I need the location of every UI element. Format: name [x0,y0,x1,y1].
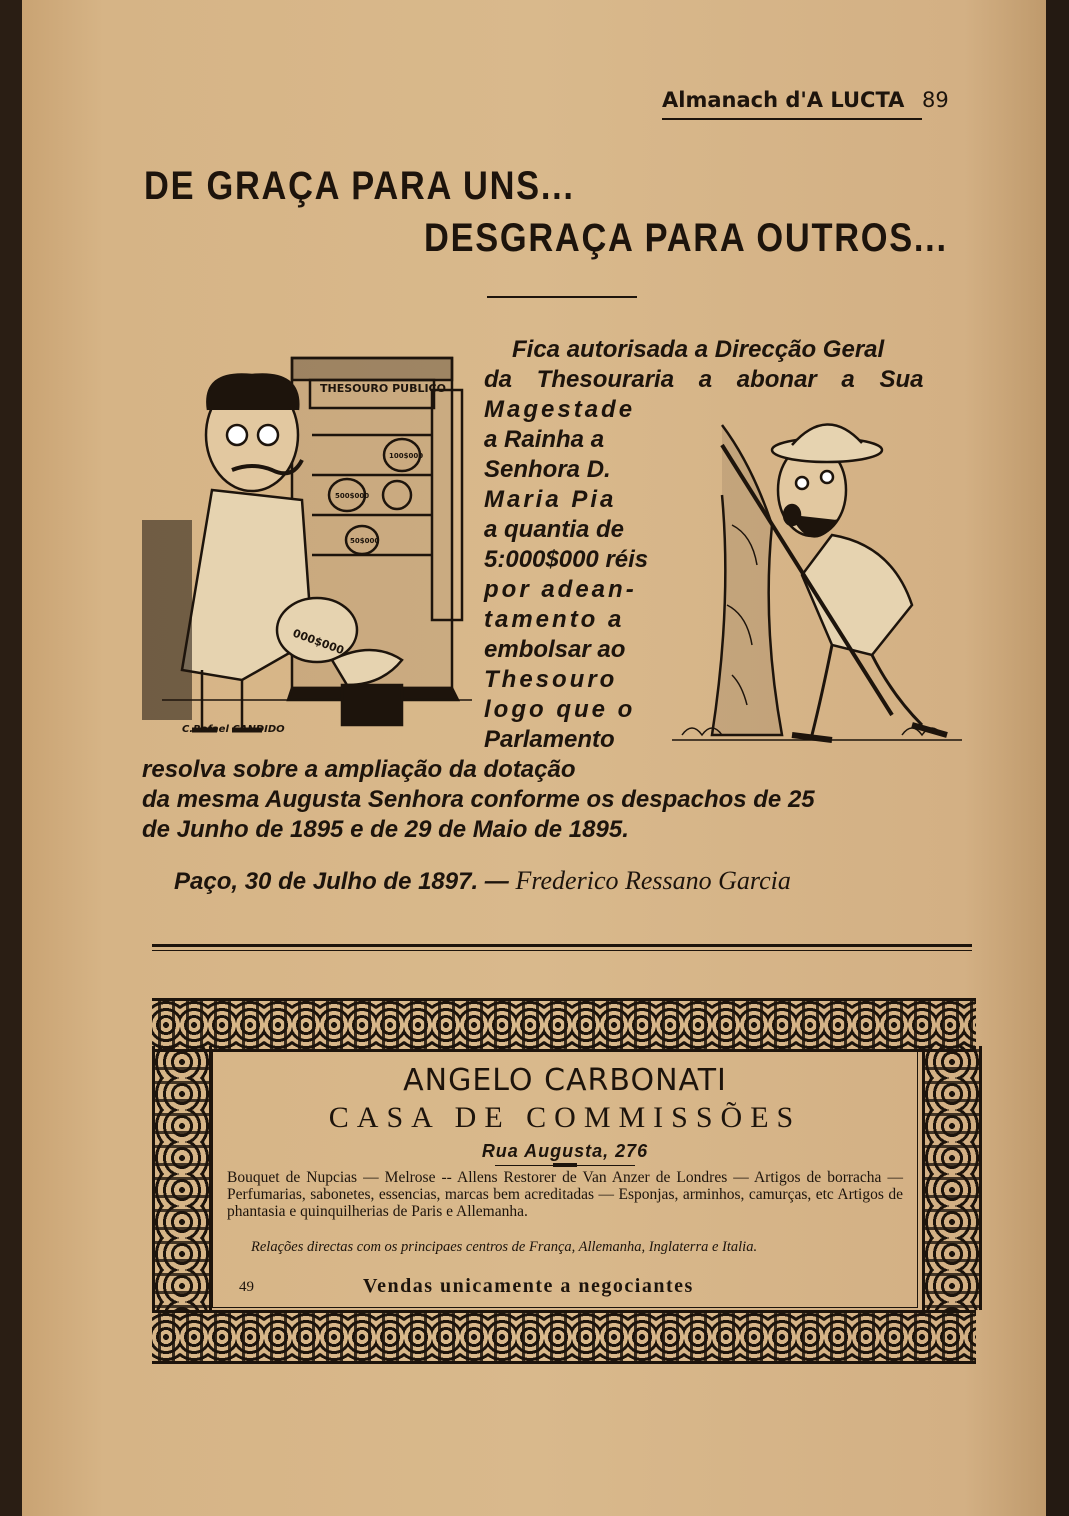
decree-line: Senhora D. [484,456,611,483]
section-separator [152,944,972,947]
shelf-bag-label: 500$000 [335,492,370,500]
shelf-bag-label: 50$000 [350,537,380,545]
decree-line: da mesma Augusta Senhora conforme os despachos de 25 [142,786,815,813]
decree-line: Thesouro [484,666,618,693]
title-rule [487,296,637,298]
decree-line: Parlamento [484,726,615,753]
advertiser-name: ANGELO CARBONATI [403,1063,727,1098]
book-spine [0,0,22,1516]
advertiser-address: Rua Augusta, 276 [481,1141,649,1161]
ornamental-border-top [152,998,976,1052]
address-rule-ornament [553,1163,577,1167]
headline-line-2: DESGRAÇA PARA OUTROS... [424,216,948,260]
headline-line-1: DE GRAÇA PARA UNS... [144,164,575,208]
artist-signature: C.Rafael CANDIDO [182,724,285,735]
running-title: Almanach d'A LUCTA [662,88,904,112]
signoff-name: Frederico Ressano Garcia [515,866,791,895]
decree-line: embolsar ao [484,636,626,663]
trade-relations: Relações directas com os principaes centros de França, Allemanha, Inglaterra e Italia. [251,1239,758,1255]
decree-line: a Rainha a [484,426,605,453]
decree-line: Magestade [484,396,636,423]
decree-line: da Thesouraria a abonar a Sua [484,366,924,393]
decree-line: Maria Pia [484,486,617,513]
decree-line: 5:000$000 réis [484,546,649,573]
bag-label: 000$000 [290,626,346,658]
decree-line: tamento a [484,606,625,633]
signoff-place-date: Paço, 30 de Julho de 1897. — [174,868,509,895]
section-separator-thin [152,950,972,951]
advertisement-box [152,998,976,1358]
ad-code-number: 49 [239,1279,254,1295]
almanac-page [22,0,1046,1516]
decree-line: de Junho de 1895 e de 29 de Maio de 1895. [142,816,629,843]
decree-line: resolva sobre a ampliação da dotação [142,756,576,783]
decree-line: Fica autorisada a Direcção Geral [512,336,885,363]
running-title-rule [662,118,922,120]
decree-signoff [174,866,791,896]
wholesale-notice: Vendas unicamente a negociantes [363,1275,694,1297]
decree-line: a quantia de [484,516,625,543]
safe-label: THESOURO PUBLICO [320,382,446,395]
decree-line: por adean- [484,576,637,603]
cartoon-minister-illustration [142,340,482,750]
shelf-bag-label: 100$000 [389,452,424,460]
cartoon-poor-man-illustration [662,405,972,765]
advertisement-body [212,1050,918,1308]
ornamental-border-right [922,1046,982,1310]
ornamental-border-bottom [152,1310,976,1364]
decree-line: logo que o [484,696,636,723]
advertiser-subtitle: CASA DE COMMISSÕES [328,1101,802,1134]
ornamental-border-left [152,1046,212,1310]
advertised-products: Bouquet de Nupcias — Melrose -- Allens Restorer de Van Anzer de Londres — Artigos de borracha — Perfumarias, sabonetes, essencias, marcas bem acreditadas — Esponjas, arminhos, camurças, etc Artigos de phantasia e quinquilherias de Paris e Allemanha. [227,1169,903,1220]
page-number: 89 [922,88,949,112]
